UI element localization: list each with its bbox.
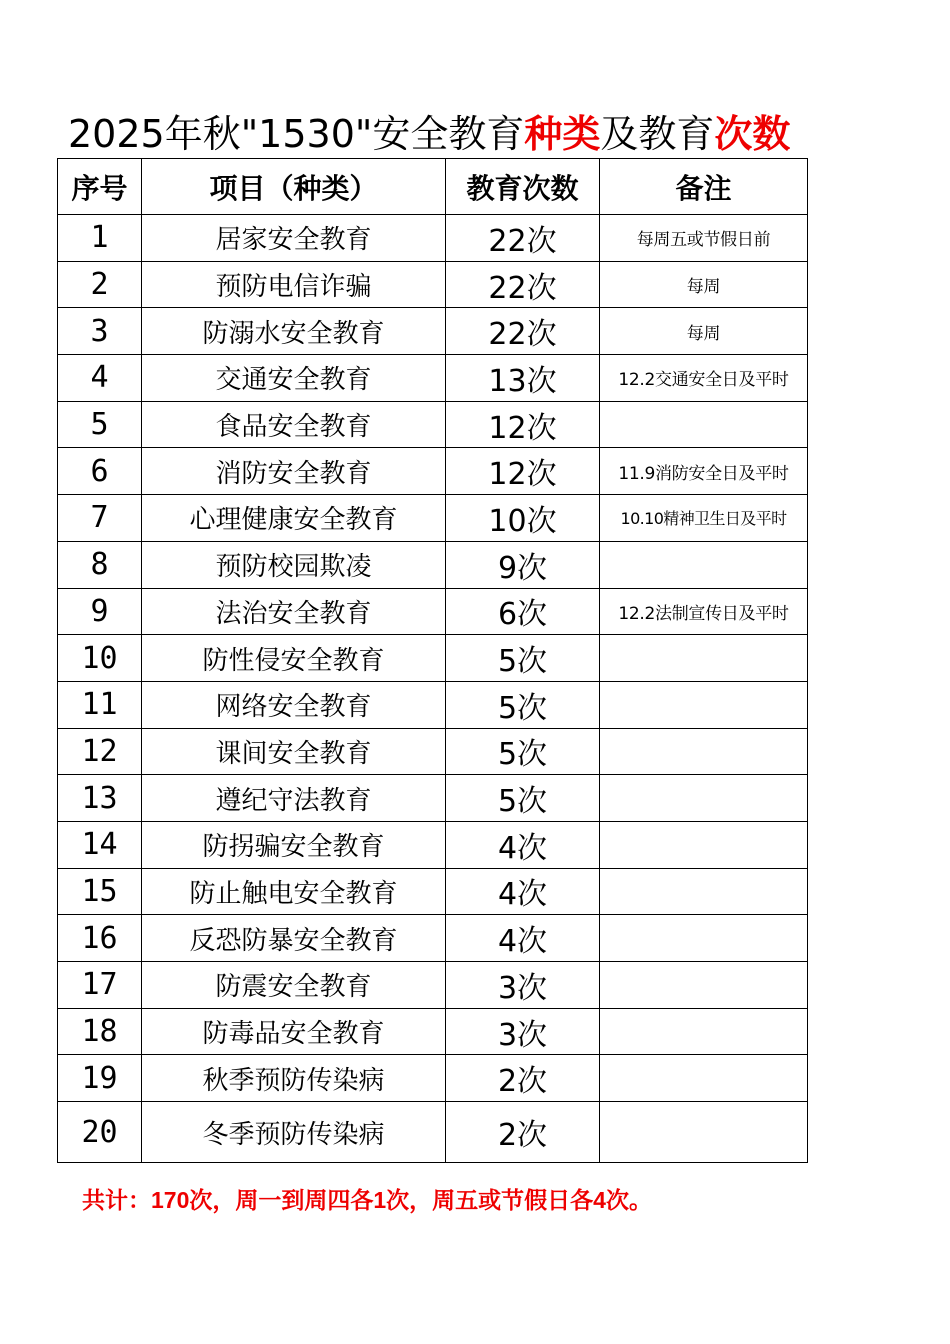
row-number: 18 — [58, 1008, 142, 1055]
row-item: 防止触电安全教育 — [142, 868, 446, 915]
row-item: 防震安全教育 — [142, 962, 446, 1009]
table-row — [58, 1055, 808, 1102]
row-count: 2次 — [446, 1055, 600, 1102]
row-note — [600, 821, 808, 868]
table-row — [58, 821, 808, 868]
row-count: 10次 — [446, 495, 600, 542]
row-number: 1 — [58, 215, 142, 262]
row-note — [600, 401, 808, 448]
row-item: 防溺水安全教育 — [142, 308, 446, 355]
row-item: 冬季预防传染病 — [142, 1102, 446, 1163]
row-item: 遵纪守法教育 — [142, 775, 446, 822]
row-note — [600, 1102, 808, 1163]
title-part-types: 种类 — [524, 112, 601, 156]
row-item: 防性侵安全教育 — [142, 635, 446, 682]
table-row — [58, 962, 808, 1009]
row-item: 预防电信诈骗 — [142, 261, 446, 308]
row-count: 3次 — [446, 1008, 600, 1055]
row-note — [600, 728, 808, 775]
row-item: 防毒品安全教育 — [142, 1008, 446, 1055]
row-item: 课间安全教育 — [142, 728, 446, 775]
row-number: 16 — [58, 915, 142, 962]
table-row — [58, 635, 808, 682]
row-note — [600, 1008, 808, 1055]
row-item: 预防校园欺凌 — [142, 541, 446, 588]
row-number: 2 — [58, 261, 142, 308]
row-count: 4次 — [446, 821, 600, 868]
row-number: 14 — [58, 821, 142, 868]
row-note: 12.2交通安全日及平时 — [600, 355, 808, 402]
row-number: 10 — [58, 635, 142, 682]
row-number: 7 — [58, 495, 142, 542]
row-count: 2次 — [446, 1102, 600, 1163]
table-header-row — [58, 159, 808, 215]
row-count: 3次 — [446, 962, 600, 1009]
table-row — [58, 495, 808, 542]
row-number: 19 — [58, 1055, 142, 1102]
row-number: 5 — [58, 401, 142, 448]
row-note: 10.10精神卫生日及平时 — [600, 495, 808, 542]
row-note — [600, 541, 808, 588]
row-note — [600, 915, 808, 962]
table-body — [58, 215, 808, 1163]
row-count: 22次 — [446, 215, 600, 262]
table-row — [58, 308, 808, 355]
row-number: 13 — [58, 775, 142, 822]
row-count: 5次 — [446, 728, 600, 775]
table-row — [58, 401, 808, 448]
row-note: 每周 — [600, 261, 808, 308]
row-item: 交通安全教育 — [142, 355, 446, 402]
education-table — [57, 158, 808, 1163]
header-note: 备注 — [600, 159, 808, 215]
row-item: 防拐骗安全教育 — [142, 821, 446, 868]
row-count: 5次 — [446, 775, 600, 822]
row-note: 11.9消防安全日及平时 — [600, 448, 808, 495]
row-count: 9次 — [446, 541, 600, 588]
page-title — [68, 110, 828, 158]
table-row — [58, 448, 808, 495]
row-count: 5次 — [446, 635, 600, 682]
row-note: 12.2法制宣传日及平时 — [600, 588, 808, 635]
table-row — [58, 681, 808, 728]
row-count: 5次 — [446, 681, 600, 728]
row-count: 22次 — [446, 308, 600, 355]
row-item: 法治安全教育 — [142, 588, 446, 635]
table-row — [58, 215, 808, 262]
row-number: 8 — [58, 541, 142, 588]
row-number: 6 — [58, 448, 142, 495]
row-count: 12次 — [446, 401, 600, 448]
row-number: 9 — [58, 588, 142, 635]
row-item: 秋季预防传染病 — [142, 1055, 446, 1102]
table-row — [58, 1102, 808, 1163]
table-row — [58, 261, 808, 308]
header-item: 项目（种类） — [142, 159, 446, 215]
row-item: 食品安全教育 — [142, 401, 446, 448]
row-note — [600, 775, 808, 822]
row-count: 12次 — [446, 448, 600, 495]
row-number: 3 — [58, 308, 142, 355]
row-count: 6次 — [446, 588, 600, 635]
table-row — [58, 541, 808, 588]
row-count: 4次 — [446, 915, 600, 962]
row-note — [600, 962, 808, 1009]
row-count: 13次 — [446, 355, 600, 402]
title-part-main: 2025年秋"1530"安全教育 — [68, 112, 525, 156]
row-number: 4 — [58, 355, 142, 402]
row-note — [600, 681, 808, 728]
row-item: 消防安全教育 — [142, 448, 446, 495]
row-number: 12 — [58, 728, 142, 775]
row-note: 每周 — [600, 308, 808, 355]
row-item: 网络安全教育 — [142, 681, 446, 728]
total-summary: 共计：170次，周一到周四各1次，周五或节假日各4次。 — [82, 1187, 652, 1213]
row-note — [600, 1055, 808, 1102]
table-row — [58, 1008, 808, 1055]
row-item: 心理健康安全教育 — [142, 495, 446, 542]
header-no: 序号 — [58, 159, 142, 215]
table-row — [58, 868, 808, 915]
row-number: 20 — [58, 1102, 142, 1163]
row-note: 每周五或节假日前 — [600, 215, 808, 262]
table-row — [58, 915, 808, 962]
row-count: 22次 — [446, 261, 600, 308]
table-row — [58, 728, 808, 775]
row-count: 4次 — [446, 868, 600, 915]
row-note — [600, 868, 808, 915]
table-row — [58, 355, 808, 402]
row-note — [600, 635, 808, 682]
row-item: 居家安全教育 — [142, 215, 446, 262]
table-row — [58, 775, 808, 822]
row-number: 11 — [58, 681, 142, 728]
title-part-counts: 次数 — [714, 112, 791, 156]
row-item: 反恐防暴安全教育 — [142, 915, 446, 962]
row-number: 17 — [58, 962, 142, 1009]
row-number: 15 — [58, 868, 142, 915]
header-count: 教育次数 — [446, 159, 600, 215]
title-part-and: 及教育 — [600, 112, 715, 156]
table-row — [58, 588, 808, 635]
